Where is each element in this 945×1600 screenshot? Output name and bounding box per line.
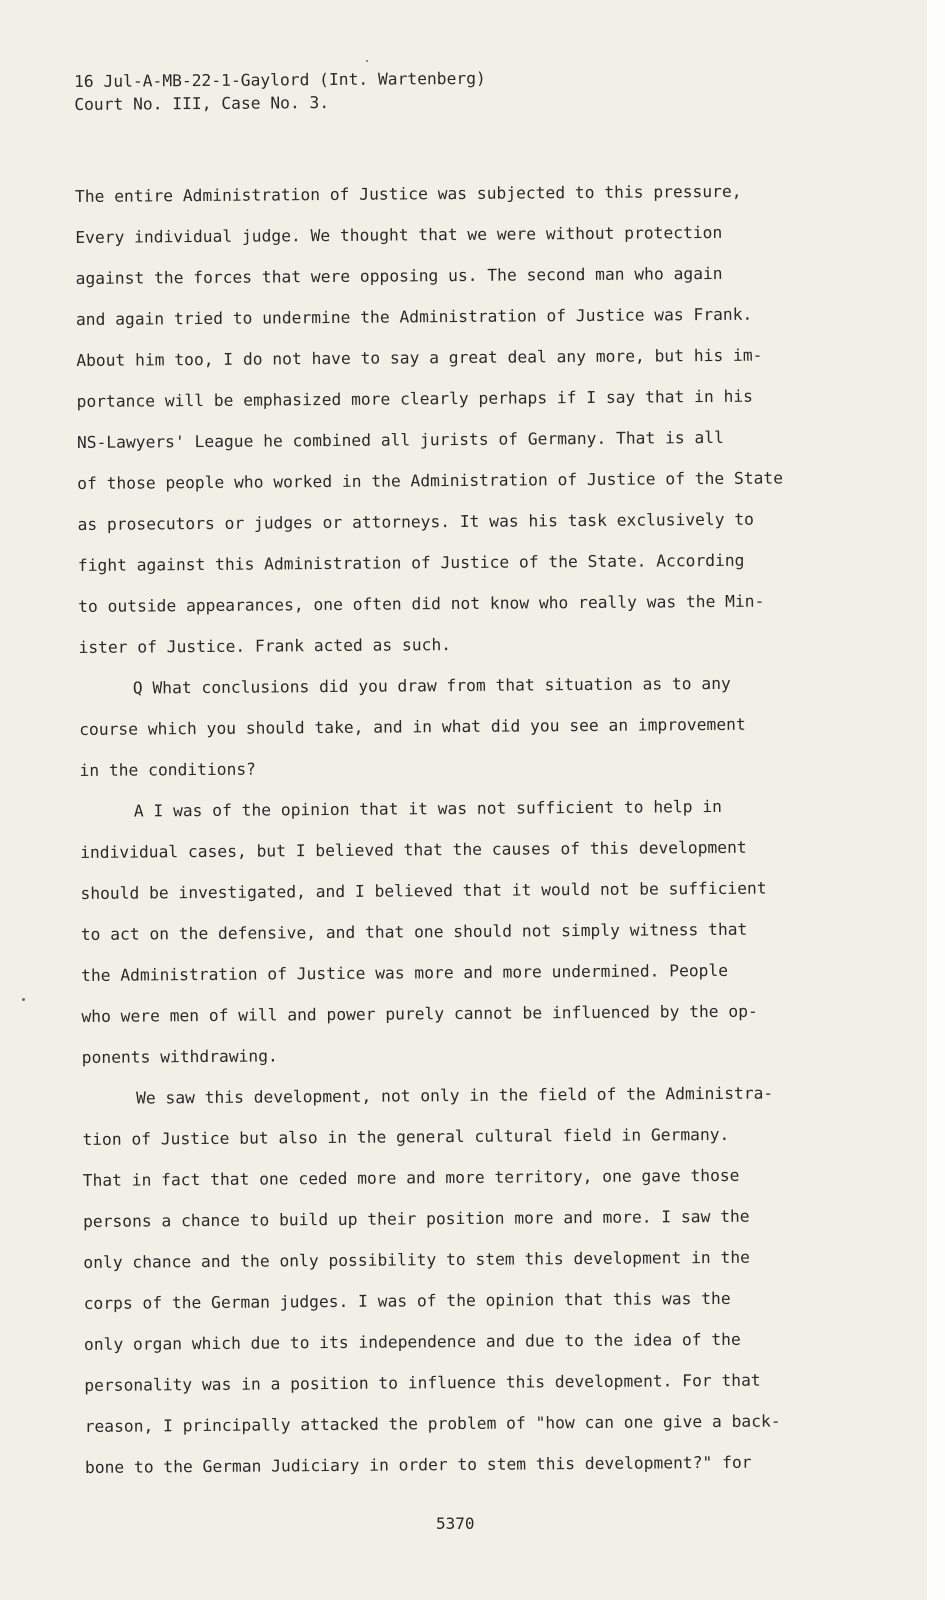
text-line: bone to the German Judiciary in order to stem this development?" for [84, 1452, 752, 1477]
text-line: of those people who worked in the Administration of Justice of the State [77, 468, 784, 493]
text-line: only organ which due to its independence and due to the idea of the [83, 1329, 741, 1354]
text-line: portance will be emphasized more clearly perhaps if I say that in his [76, 386, 754, 411]
text-line: tion of Justice but also in the general cultural field in Germany. [82, 1124, 730, 1149]
text-line: A I was of the opinion that it was not sufficient to help in [133, 796, 723, 821]
text-line: and again tried to undermine the Administration of Justice was Frank. [75, 304, 753, 329]
text-line: The entire Administration of Justice was subjected to this pressure, [74, 181, 742, 206]
text-line: to act on the defensive, and that one should not simply witness that [80, 919, 748, 944]
header-line-1: 16 Jul-A-MB-22-1-Gaylord (Int. Wartenberg) [74, 68, 486, 91]
text-line: who were men of will and power purely cannot be influenced by the op- [81, 1001, 758, 1026]
transcript-body [75, 170, 830, 1488]
text-line: in the conditions? [79, 759, 257, 780]
header-line-2: Court No. III, Case No. 3. [74, 92, 330, 114]
text-line: the Administration of Justice was more and more undermined. People [81, 960, 729, 985]
page-number: 5370 [436, 1514, 475, 1533]
paper-speck [366, 60, 368, 62]
text-line: should be investigated, and I believed that it would not be sufficient [80, 878, 767, 903]
text-line: That in fact that one ceded more and more territory, one gave those [82, 1165, 740, 1190]
text-line: fight against this Administration of Justice of the State. According [77, 550, 745, 575]
text-line: against the forces that were opposing us. The second man who again [75, 263, 723, 288]
text-line: NS-Lawyers' League he combined all jurists of Germany. That is all [76, 427, 724, 452]
text-line: ister of Justice. Frank acted as such. [78, 635, 452, 657]
text-line: About him too, I do not have to say a great deal any more, but his im- [76, 345, 763, 370]
text-line: Every individual judge. We thought that we were without protection [75, 222, 723, 247]
text-line: Q What conclusions did you draw from that situation as to any [132, 673, 731, 698]
text-line: We saw this development, not only in the field of the Administra- [136, 1083, 774, 1108]
text-line: personality was in a position to influence this development. For that [84, 1370, 761, 1395]
text-line: corps of the German judges. I was of the opinion that this was the [83, 1288, 731, 1313]
typed-transcript [74, 64, 819, 1477]
text-line: to outside appearances, one often did not know who really was the Min- [78, 591, 765, 616]
paper-speck [22, 998, 25, 1001]
text-line: as prosecutors or judges or attorneys. It was his task exclusively to [77, 509, 754, 534]
text-line: course which you should take, and in what did you see an improvement [79, 714, 746, 739]
text-line: individual cases, but I believed that the causes of this development [80, 837, 747, 862]
text-line: ponents withdrawing. [81, 1046, 278, 1067]
text-line: only chance and the only possibility to stem this development in the [83, 1247, 750, 1272]
page-edge [927, 0, 945, 1600]
text-line: reason, I principally attacked the problem of "how can one give a back- [84, 1411, 781, 1436]
text-line: persons a chance to build up their position more and more. I saw the [82, 1206, 750, 1231]
